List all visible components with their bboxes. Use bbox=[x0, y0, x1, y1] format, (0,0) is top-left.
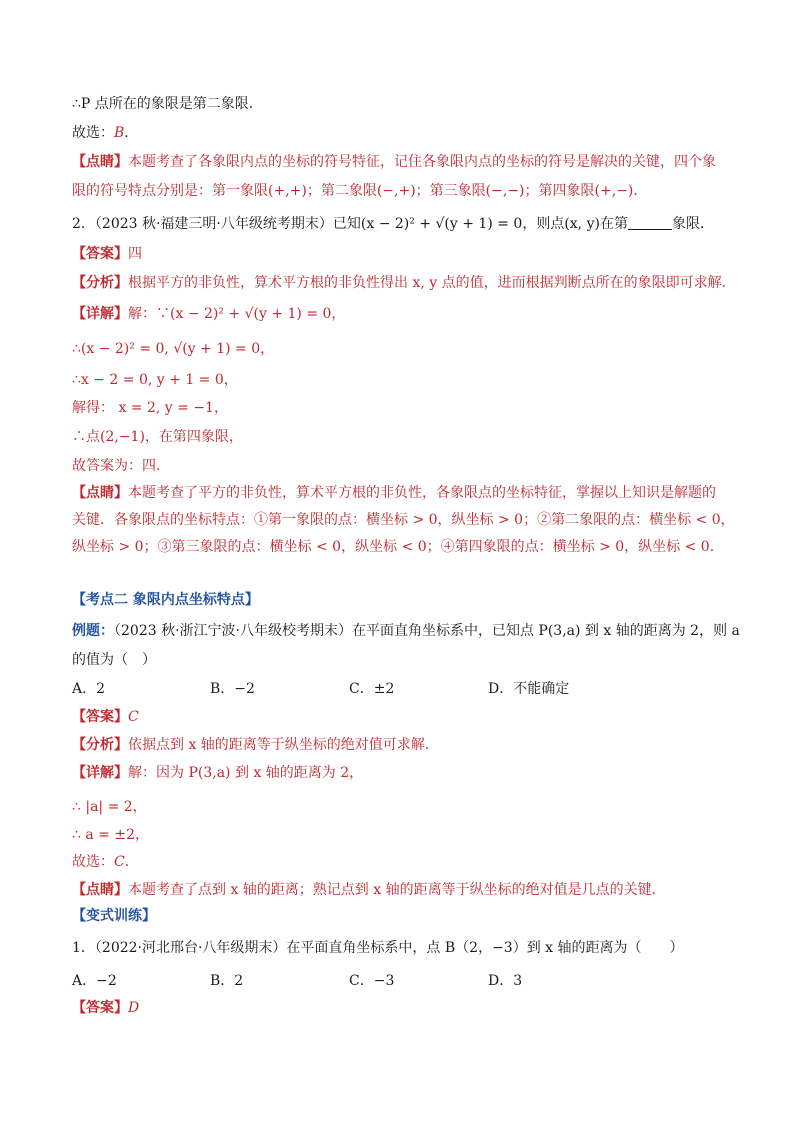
example-choice-line bbox=[72, 852, 732, 872]
detail-tag: 【详解】 bbox=[72, 306, 128, 322]
practice-option-b: B．2 bbox=[210, 973, 244, 989]
step-line-1: ∴(x − 2)² = 0, √(y + 1) = 0， bbox=[72, 341, 275, 357]
option-a: A．2 bbox=[72, 681, 106, 697]
step-line-2: ∴x − 2 = 0, y + 1 = 0， bbox=[72, 372, 238, 388]
practice-answer-line bbox=[72, 998, 732, 1018]
comment-line-1 bbox=[72, 152, 732, 172]
comment2-line-3: 纵坐标 > 0；③第三象限的点：横坐标 < 0，纵坐标 < 0；④第四象限的点：横坐标 > 0，纵坐标 < 0． bbox=[72, 539, 724, 555]
example-analysis-line bbox=[72, 735, 732, 755]
comment-line-2: 限的符号特点分别是：第一象限(+,+)；第二象限(−,+)；第三象限(−,−)；第四象限(+,−)． bbox=[72, 183, 648, 199]
comment2-line-2: 关键．各象限点的坐标特点：①第一象限的点：横坐标 > 0，纵坐标 > 0；②第二象限的点：横坐标 < 0， bbox=[72, 512, 735, 528]
step-line-5: 故答案为：四． bbox=[72, 458, 170, 474]
answer-line bbox=[72, 244, 732, 264]
practice-option-d: D．3 bbox=[488, 973, 523, 989]
choice-period: ． bbox=[124, 125, 139, 141]
example-comment-line bbox=[72, 880, 732, 900]
step-line-3: 解得： x = 2, y = −1， bbox=[72, 400, 228, 416]
example-step-2: ∴ a = ±2， bbox=[72, 827, 149, 843]
detail-line bbox=[72, 304, 732, 324]
answer-text: 四 bbox=[128, 246, 142, 262]
practice-answer-text: D bbox=[128, 1000, 140, 1016]
example-question-2: 的值为（ ） bbox=[72, 652, 156, 668]
option-d: D．不能确定 bbox=[488, 681, 570, 697]
example-answer-line bbox=[72, 707, 732, 727]
practice-question-1: 1．（2022·河北邢台·八年级期末）在平面直角坐标系中，点 B（2，−3）到 x 轴的距离为（ ） bbox=[72, 940, 684, 956]
practice-option-c: C．−3 bbox=[349, 973, 395, 989]
example-text: （2023 秋·浙江宁波·八年级校考期末）在平面直角坐标系中，已知点 P(3,a) 到 x 轴的距离为 2，则 a bbox=[114, 623, 740, 639]
choice-line bbox=[72, 123, 732, 143]
answer-tag: 【答案】 bbox=[72, 246, 128, 262]
example-choice-answer: C bbox=[114, 854, 125, 870]
conclusion-line: ∴P 点所在的象限是第二象限． bbox=[72, 96, 263, 112]
choice-answer: B bbox=[114, 125, 125, 141]
comment-tag: 【点睛】 bbox=[72, 154, 128, 170]
example-choice-label: 故选： bbox=[72, 854, 114, 870]
example-answer-text: C bbox=[128, 709, 139, 725]
practice-answer-tag: 【答案】 bbox=[72, 1000, 128, 1016]
step-line-4: ∴点(2,−1)，在第四象限， bbox=[72, 429, 243, 445]
question-2-text: 2．（2023 秋·福建三明·八年级统考期末）已知(x − 2)² + √(y + 1) = 0，则点(x, y)在第 bbox=[72, 216, 628, 232]
practice-option-a: A．−2 bbox=[72, 973, 117, 989]
practice-heading: 【变式训练】 bbox=[72, 908, 156, 924]
answer-blank bbox=[628, 215, 672, 230]
comment-text: 本题考查了各象限内点的坐标的符号特征，记住各象限内点的坐标的符号是解决的关键，四个象 bbox=[128, 154, 716, 170]
question-2-tail: 象限． bbox=[671, 216, 714, 232]
example-question bbox=[72, 621, 740, 641]
detail-text: 解：∵(x − 2)² + √(y + 1) = 0， bbox=[128, 306, 346, 322]
analysis-tag: 【分析】 bbox=[72, 275, 128, 291]
analysis-line bbox=[72, 273, 736, 293]
example-detail-line bbox=[72, 763, 732, 783]
option-b: B．−2 bbox=[210, 681, 255, 697]
example-comment-text: 本题考查了点到 x 轴的距离；熟记点到 x 轴的距离等于纵坐标的绝对值是几点的关键． bbox=[128, 882, 666, 898]
example-choice-period: ． bbox=[124, 854, 139, 870]
comment2-text: 本题考查了平方的非负性，算术平方根的非负性，各象限点的坐标特征，掌握以上知识是解题的 bbox=[128, 485, 716, 501]
analysis-text: 根据平方的非负性，算术平方根的非负性得出 x, y 点的值，进而根据判断点所在的象限即可求解． bbox=[128, 275, 736, 291]
option-c: C．±2 bbox=[349, 681, 395, 697]
section-heading: 【考点二 象限内点坐标特点】 bbox=[72, 592, 259, 608]
example-analysis-tag: 【分析】 bbox=[72, 737, 128, 753]
choice-label: 故选： bbox=[72, 125, 114, 141]
comment2-line-1 bbox=[72, 483, 732, 503]
example-analysis-text: 依据点到 x 轴的距离等于纵坐标的绝对值可求解． bbox=[128, 737, 439, 753]
question-2 bbox=[72, 214, 732, 234]
example-detail-text: 解：因为 P(3,a) 到 x 轴的距离为 2， bbox=[128, 765, 364, 781]
example-label: 例题： bbox=[72, 623, 114, 639]
example-step-1: ∴ |a| = 2， bbox=[72, 799, 147, 815]
example-answer-tag: 【答案】 bbox=[72, 709, 128, 725]
example-detail-tag: 【详解】 bbox=[72, 765, 128, 781]
example-comment-tag: 【点睛】 bbox=[72, 882, 128, 898]
comment2-tag: 【点睛】 bbox=[72, 485, 128, 501]
